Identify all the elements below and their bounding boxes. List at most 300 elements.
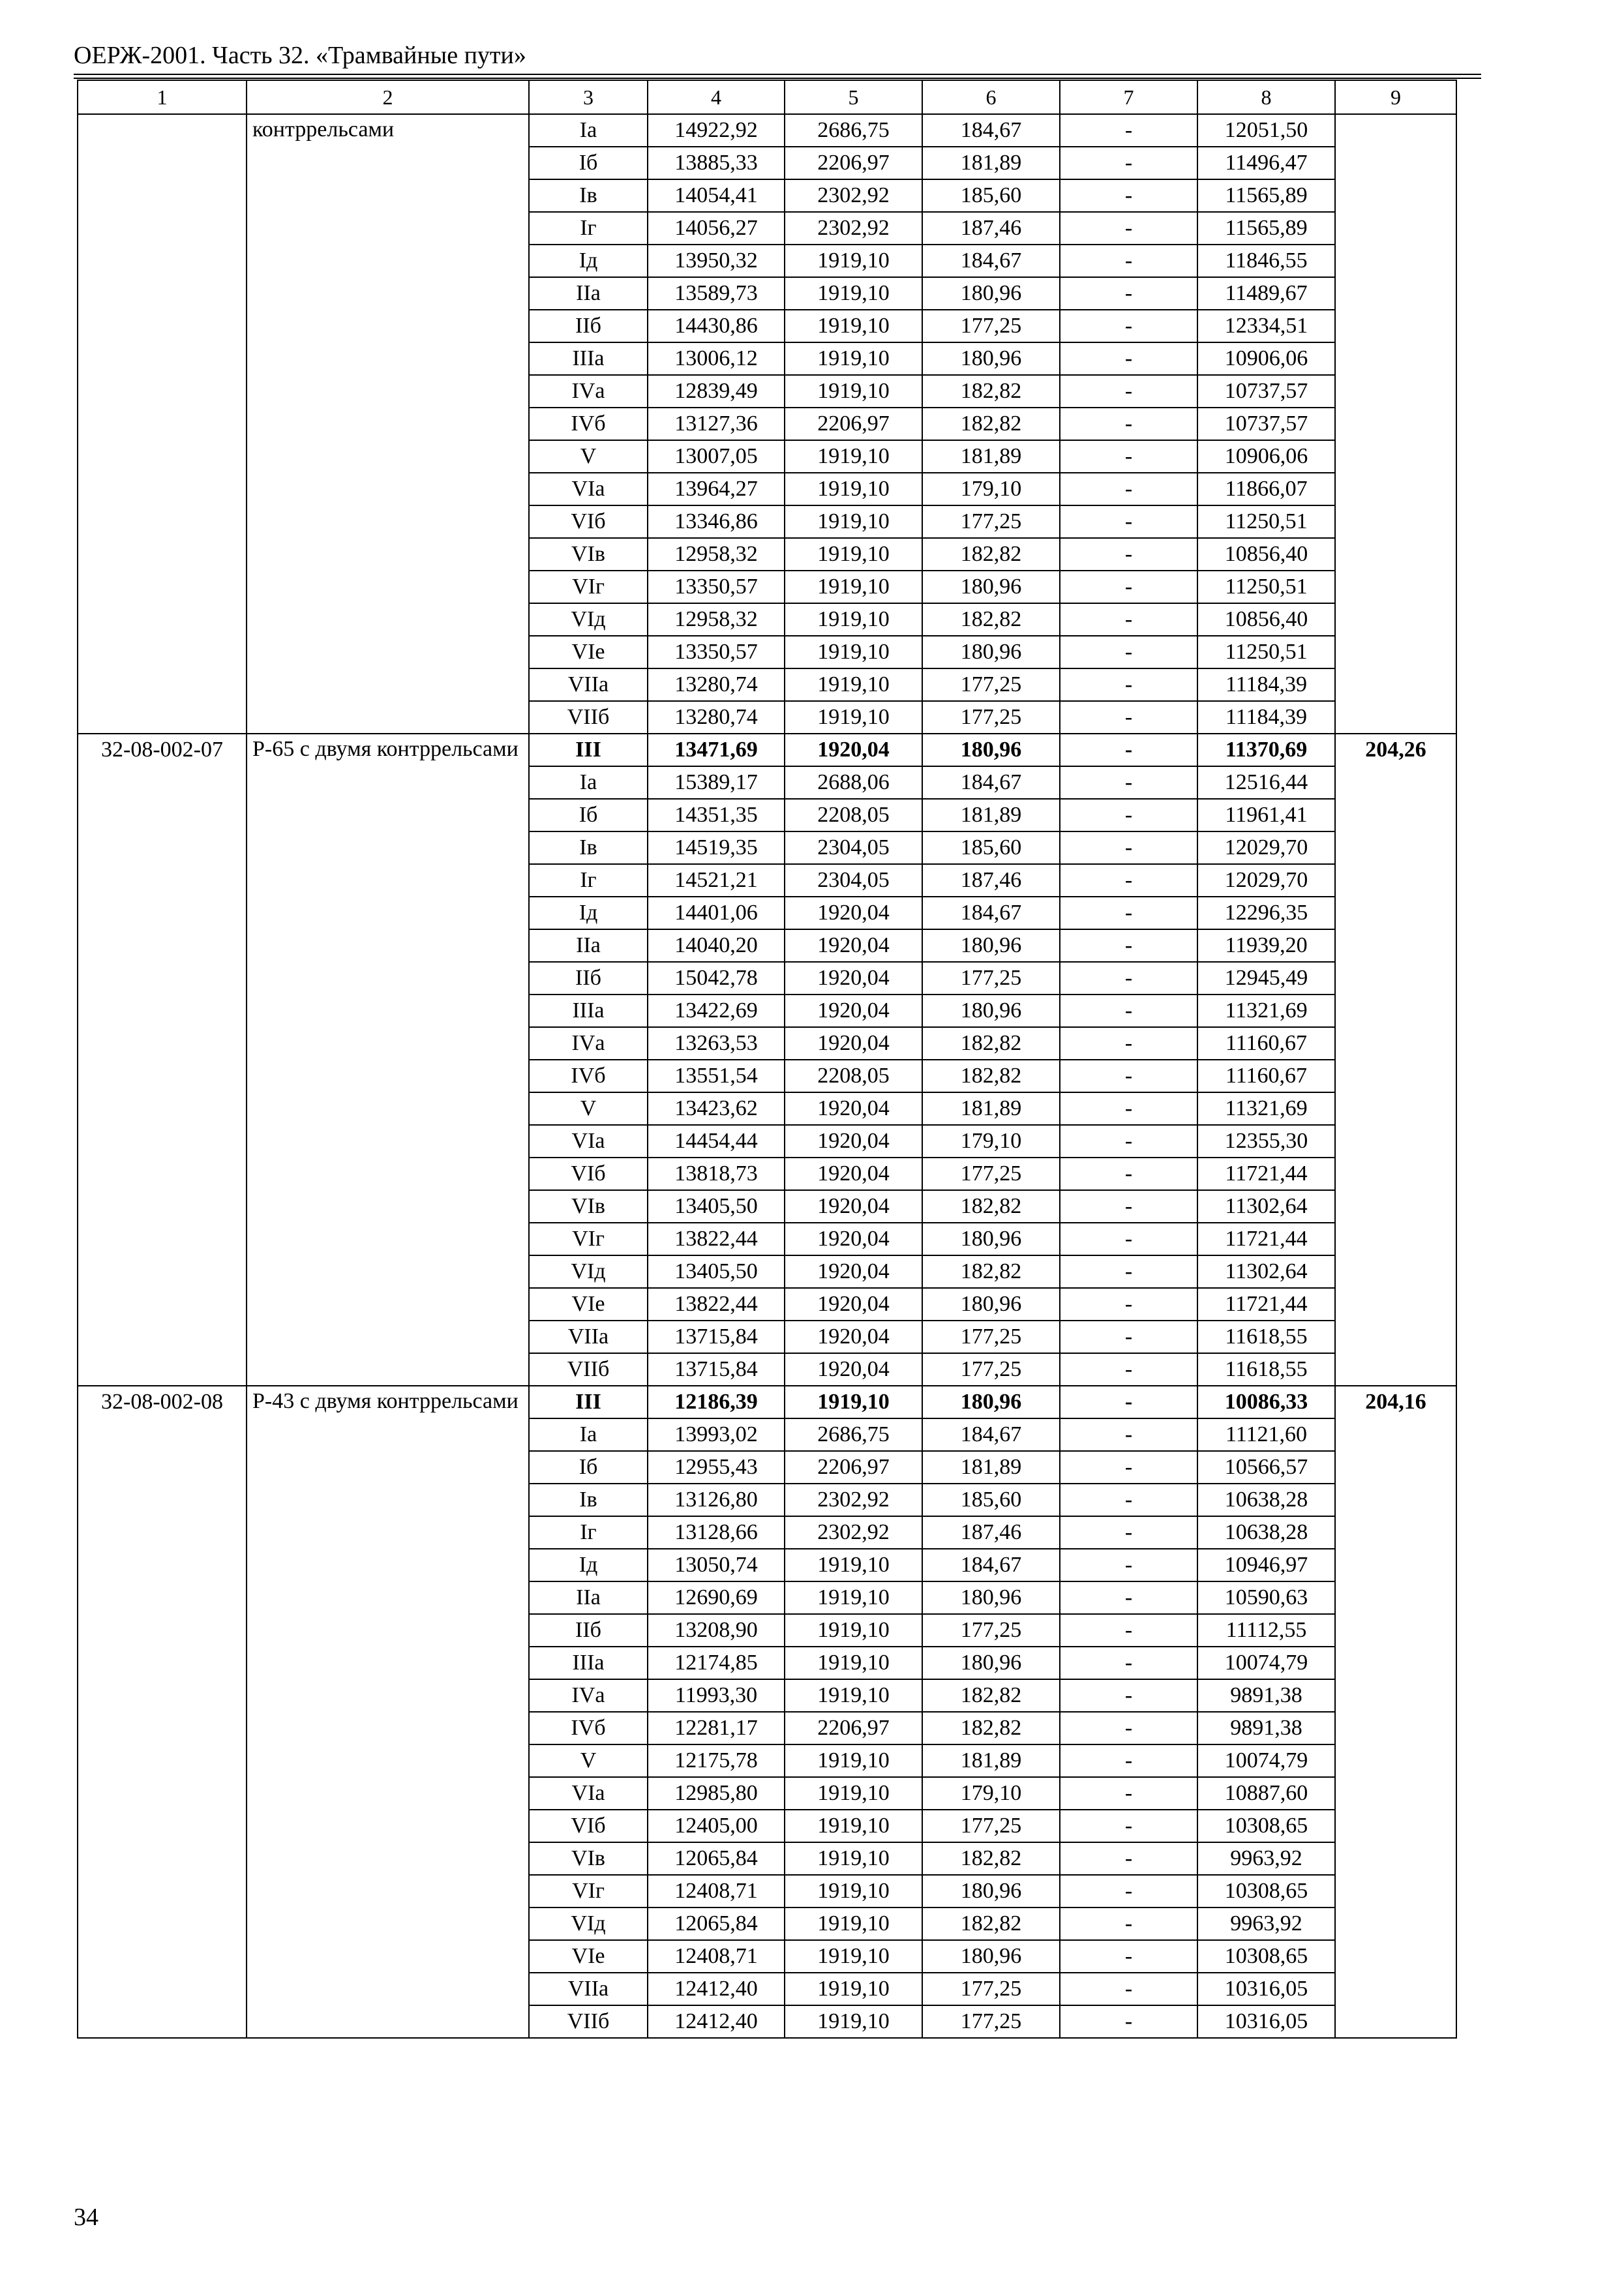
cell-col-5: 1920,04 — [785, 995, 922, 1027]
cell-col-3: Iб — [529, 147, 648, 179]
cell-col-5: 2206,97 — [785, 1451, 922, 1484]
cell-col-8: 9963,92 — [1197, 1908, 1335, 1940]
cell-col-3: Iд — [529, 897, 648, 929]
cell-col-6: 177,25 — [922, 1353, 1060, 1386]
cell-col-7: - — [1060, 1060, 1197, 1092]
cell-col-6: 180,96 — [922, 1288, 1060, 1321]
cell-col-7: - — [1060, 766, 1197, 799]
cell-col-3: III — [529, 734, 648, 766]
cell-col-3: Iд — [529, 1549, 648, 1581]
cell-col-5: 2688,06 — [785, 766, 922, 799]
cell-col-6: 177,25 — [922, 1158, 1060, 1190]
cell-col-8: 10887,60 — [1197, 1777, 1335, 1810]
cell-col-7: - — [1060, 1712, 1197, 1744]
cell-col-7: - — [1060, 1940, 1197, 1973]
cell-col-4: 13280,74 — [648, 668, 785, 701]
cell-col-3: VIIа — [529, 1973, 648, 2005]
cell-col-5: 2302,92 — [785, 212, 922, 245]
cell-col-7: - — [1060, 1647, 1197, 1679]
cell-col-4: 13350,57 — [648, 571, 785, 603]
cell-col-6: 182,82 — [922, 1908, 1060, 1940]
cell-col-5: 1919,10 — [785, 505, 922, 538]
cell-col-4: 13471,69 — [648, 734, 785, 766]
cell-col-6: 185,60 — [922, 831, 1060, 864]
cell-col-8: 10316,05 — [1197, 1973, 1335, 2005]
cell-col-4: 12174,85 — [648, 1647, 785, 1679]
cell-col-4: 13346,86 — [648, 505, 785, 538]
cell-col-5: 1920,04 — [785, 1255, 922, 1288]
cell-col-4: 13405,50 — [648, 1190, 785, 1223]
cell-col-5: 1919,10 — [785, 701, 922, 734]
cell-col-5: 1920,04 — [785, 734, 922, 766]
cell-col-6: 179,10 — [922, 473, 1060, 505]
cell-col-3: Iа — [529, 766, 648, 799]
cell-col-6: 184,67 — [922, 1418, 1060, 1451]
cell-col-6: 181,89 — [922, 1744, 1060, 1777]
rate-code: 32-08-002-07 — [78, 734, 247, 1386]
cell-col-7: - — [1060, 212, 1197, 245]
cell-col-6: 181,89 — [922, 1451, 1060, 1484]
cell-col-7: - — [1060, 147, 1197, 179]
cell-col-4: 14922,92 — [648, 114, 785, 147]
cell-col-7: - — [1060, 1158, 1197, 1190]
header-rule-bottom — [74, 78, 1481, 79]
cell-col-5: 1919,10 — [785, 668, 922, 701]
cell-col-5: 1920,04 — [785, 1158, 922, 1190]
cell-col-4: 13280,74 — [648, 701, 785, 734]
cell-col-4: 13885,33 — [648, 147, 785, 179]
cell-col-3: VIд — [529, 1908, 648, 1940]
cell-col-3: IVа — [529, 1679, 648, 1712]
cell-col-3: VIIа — [529, 1321, 648, 1353]
column-header-4: 4 — [648, 80, 785, 114]
cell-col-3: Iг — [529, 864, 648, 897]
cell-col-3: Iг — [529, 212, 648, 245]
table-body — [78, 114, 1456, 2038]
cell-col-7: - — [1060, 408, 1197, 440]
cell-col-4: 12405,00 — [648, 1810, 785, 1842]
cell-col-3: VIд — [529, 1255, 648, 1288]
cell-col-6: 182,82 — [922, 1255, 1060, 1288]
cell-col-8: 11721,44 — [1197, 1223, 1335, 1255]
rate-code: 32-08-002-08 — [78, 1386, 247, 2038]
cell-col-3: IIб — [529, 962, 648, 995]
cell-col-4: 13822,44 — [648, 1223, 785, 1255]
cell-col-4: 12065,84 — [648, 1908, 785, 1940]
cell-col-7: - — [1060, 342, 1197, 375]
cell-col-8: 12296,35 — [1197, 897, 1335, 929]
cell-col-6: 177,25 — [922, 701, 1060, 734]
cell-col-8: 10856,40 — [1197, 538, 1335, 571]
cell-col-4: 15042,78 — [648, 962, 785, 995]
cell-col-3: VIа — [529, 1125, 648, 1158]
cell-col-3: IIIа — [529, 342, 648, 375]
column-header-6: 6 — [922, 80, 1060, 114]
cell-col-8: 12334,51 — [1197, 310, 1335, 342]
cell-col-6: 177,25 — [922, 668, 1060, 701]
cell-col-3: Iа — [529, 114, 648, 147]
cell-col-3: Iб — [529, 799, 648, 831]
cell-col-7: - — [1060, 1418, 1197, 1451]
cell-col-4: 13715,84 — [648, 1321, 785, 1353]
cell-col-6: 180,96 — [922, 734, 1060, 766]
cell-col-8: 11961,41 — [1197, 799, 1335, 831]
cell-col-5: 2206,97 — [785, 1712, 922, 1744]
cell-col-5: 1919,10 — [785, 473, 922, 505]
cell-col-8: 11112,55 — [1197, 1614, 1335, 1647]
column-header-7: 7 — [1060, 80, 1197, 114]
cell-col-5: 1919,10 — [785, 1842, 922, 1875]
cell-col-5: 1919,10 — [785, 1744, 922, 1777]
cell-col-4: 12412,40 — [648, 1973, 785, 2005]
cell-col-3: IVб — [529, 1060, 648, 1092]
cell-col-4: 12186,39 — [648, 1386, 785, 1418]
cell-col-6: 181,89 — [922, 440, 1060, 473]
cell-col-8: 12051,50 — [1197, 114, 1335, 147]
cell-col-6: 182,82 — [922, 375, 1060, 408]
cell-col-8: 11496,47 — [1197, 147, 1335, 179]
cell-col-4: 13126,80 — [648, 1484, 785, 1516]
cell-col-7: - — [1060, 505, 1197, 538]
cell-col-8: 11939,20 — [1197, 929, 1335, 962]
cell-col-3: VIб — [529, 505, 648, 538]
cell-col-8: 12945,49 — [1197, 962, 1335, 995]
cell-col-5: 2304,05 — [785, 831, 922, 864]
cell-col-3: VIв — [529, 538, 648, 571]
cell-col-7: - — [1060, 1484, 1197, 1516]
cell-col-7: - — [1060, 375, 1197, 408]
cell-col-7: - — [1060, 1581, 1197, 1614]
cell-col-4: 13007,05 — [648, 440, 785, 473]
cell-col-3: IIб — [529, 1614, 648, 1647]
cell-col-5: 1919,10 — [785, 440, 922, 473]
cell-col-7: - — [1060, 1810, 1197, 1842]
cell-col-4: 13993,02 — [648, 1418, 785, 1451]
cell-col-3: VIе — [529, 1288, 648, 1321]
cell-col-5: 2302,92 — [785, 1516, 922, 1549]
cell-col-8: 11160,67 — [1197, 1027, 1335, 1060]
cell-col-3: III — [529, 1386, 648, 1418]
cell-col-6: 179,10 — [922, 1125, 1060, 1158]
cell-col-3: V — [529, 1744, 648, 1777]
cell-col-5: 1920,04 — [785, 962, 922, 995]
cell-col-5: 1919,10 — [785, 571, 922, 603]
cell-col-8: 11302,64 — [1197, 1255, 1335, 1288]
cell-col-4: 13422,69 — [648, 995, 785, 1027]
cell-col-3: VIе — [529, 636, 648, 668]
cell-col-8: 10638,28 — [1197, 1516, 1335, 1549]
cell-col-4: 12065,84 — [648, 1842, 785, 1875]
cell-col-8: 10074,79 — [1197, 1744, 1335, 1777]
cell-col-8: 11618,55 — [1197, 1353, 1335, 1386]
cell-col-3: VIб — [529, 1158, 648, 1190]
cell-col-5: 1920,04 — [785, 1125, 922, 1158]
cell-col-3: IVб — [529, 1712, 648, 1744]
cell-col-4: 13822,44 — [648, 1288, 785, 1321]
cell-col-4: 13423,62 — [648, 1092, 785, 1125]
column-header-3: 3 — [529, 80, 648, 114]
cell-col-8: 11321,69 — [1197, 995, 1335, 1027]
cell-col-7: - — [1060, 636, 1197, 668]
cell-col-5: 2208,05 — [785, 799, 922, 831]
cell-col-4: 12955,43 — [648, 1451, 785, 1484]
cell-col-6: 181,89 — [922, 147, 1060, 179]
rate-total: 204,16 — [1335, 1386, 1456, 2038]
cell-col-8: 11250,51 — [1197, 636, 1335, 668]
rates-table — [77, 80, 1457, 2039]
header-rule-top — [74, 74, 1481, 75]
cell-col-8: 11160,67 — [1197, 1060, 1335, 1092]
cell-col-3: VIг — [529, 1223, 648, 1255]
cell-col-3: Iг — [529, 1516, 648, 1549]
cell-col-7: - — [1060, 2005, 1197, 2038]
cell-col-8: 10590,63 — [1197, 1581, 1335, 1614]
cell-col-5: 2304,05 — [785, 864, 922, 897]
cell-col-6: 184,67 — [922, 245, 1060, 277]
cell-col-4: 13050,74 — [648, 1549, 785, 1581]
cell-col-6: 177,25 — [922, 505, 1060, 538]
cell-col-5: 1920,04 — [785, 1353, 922, 1386]
cell-col-8: 9891,38 — [1197, 1679, 1335, 1712]
cell-col-5: 1919,10 — [785, 1386, 922, 1418]
cell-col-4: 13128,66 — [648, 1516, 785, 1549]
cell-col-3: VIIб — [529, 2005, 648, 2038]
cell-col-7: - — [1060, 1386, 1197, 1418]
cell-col-8: 10737,57 — [1197, 375, 1335, 408]
cell-col-8: 9891,38 — [1197, 1712, 1335, 1744]
cell-col-8: 10737,57 — [1197, 408, 1335, 440]
cell-col-8: 11866,07 — [1197, 473, 1335, 505]
cell-col-4: 14430,86 — [648, 310, 785, 342]
cell-col-6: 177,25 — [922, 1321, 1060, 1353]
cell-col-4: 13715,84 — [648, 1353, 785, 1386]
cell-col-4: 12408,71 — [648, 1875, 785, 1908]
cell-col-3: Iв — [529, 831, 648, 864]
cell-col-3: VIIб — [529, 701, 648, 734]
cell-col-4: 13950,32 — [648, 245, 785, 277]
cell-col-5: 1919,10 — [785, 603, 922, 636]
cell-col-7: - — [1060, 897, 1197, 929]
cell-col-7: - — [1060, 1255, 1197, 1288]
cell-col-6: 184,67 — [922, 766, 1060, 799]
cell-col-5: 1919,10 — [785, 1614, 922, 1647]
cell-col-3: VIб — [529, 1810, 648, 1842]
cell-col-3: IVб — [529, 408, 648, 440]
cell-col-7: - — [1060, 473, 1197, 505]
cell-col-5: 1919,10 — [785, 1581, 922, 1614]
cell-col-3: IIIа — [529, 1647, 648, 1679]
cell-col-3: VIв — [529, 1842, 648, 1875]
cell-col-5: 2302,92 — [785, 1484, 922, 1516]
cell-col-4: 12958,32 — [648, 538, 785, 571]
cell-col-8: 12029,70 — [1197, 864, 1335, 897]
cell-col-6: 182,82 — [922, 538, 1060, 571]
rate-code — [78, 114, 247, 734]
page-header-title: ОЕРЖ-2001. Часть 32. «Трамвайные пути» — [74, 42, 526, 69]
cell-col-6: 182,82 — [922, 1060, 1060, 1092]
cell-col-4: 14054,41 — [648, 179, 785, 212]
cell-col-7: - — [1060, 538, 1197, 571]
cell-col-8: 11184,39 — [1197, 668, 1335, 701]
cell-col-8: 9963,92 — [1197, 1842, 1335, 1875]
cell-col-4: 15389,17 — [648, 766, 785, 799]
table-row — [78, 734, 1456, 766]
cell-col-5: 1919,10 — [785, 2005, 922, 2038]
cell-col-7: - — [1060, 1288, 1197, 1321]
cell-col-6: 181,89 — [922, 799, 1060, 831]
cell-col-5: 1919,10 — [785, 1549, 922, 1581]
cell-col-4: 14519,35 — [648, 831, 785, 864]
cell-col-8: 11121,60 — [1197, 1418, 1335, 1451]
cell-col-5: 1920,04 — [785, 1288, 922, 1321]
cell-col-4: 12839,49 — [648, 375, 785, 408]
cell-col-8: 10638,28 — [1197, 1484, 1335, 1516]
cell-col-5: 2686,75 — [785, 114, 922, 147]
cell-col-4: 12281,17 — [648, 1712, 785, 1744]
cell-col-5: 2206,97 — [785, 408, 922, 440]
cell-col-8: 11250,51 — [1197, 505, 1335, 538]
cell-col-6: 180,96 — [922, 1386, 1060, 1418]
cell-col-8: 12355,30 — [1197, 1125, 1335, 1158]
cell-col-6: 187,46 — [922, 212, 1060, 245]
cell-col-7: - — [1060, 114, 1197, 147]
cell-col-3: VIа — [529, 473, 648, 505]
cell-col-6: 180,96 — [922, 929, 1060, 962]
cell-col-8: 12029,70 — [1197, 831, 1335, 864]
cell-col-7: - — [1060, 1614, 1197, 1647]
cell-col-5: 1919,10 — [785, 1777, 922, 1810]
cell-col-4: 13208,90 — [648, 1614, 785, 1647]
cell-col-3: Iд — [529, 245, 648, 277]
cell-col-5: 1920,04 — [785, 1092, 922, 1125]
cell-col-7: - — [1060, 440, 1197, 473]
cell-col-5: 1919,10 — [785, 342, 922, 375]
cell-col-4: 13263,53 — [648, 1027, 785, 1060]
cell-col-4: 14454,44 — [648, 1125, 785, 1158]
cell-col-3: Iв — [529, 179, 648, 212]
cell-col-6: 177,25 — [922, 1614, 1060, 1647]
cell-col-8: 11250,51 — [1197, 571, 1335, 603]
cell-col-4: 11993,30 — [648, 1679, 785, 1712]
cell-col-8: 10086,33 — [1197, 1386, 1335, 1418]
cell-col-7: - — [1060, 1744, 1197, 1777]
cell-col-3: VIIб — [529, 1353, 648, 1386]
cell-col-5: 1920,04 — [785, 897, 922, 929]
cell-col-5: 1919,10 — [785, 538, 922, 571]
cell-col-7: - — [1060, 1223, 1197, 1255]
cell-col-7: - — [1060, 1092, 1197, 1125]
cell-col-3: IVа — [529, 1027, 648, 1060]
cell-col-7: - — [1060, 995, 1197, 1027]
cell-col-7: - — [1060, 1125, 1197, 1158]
cell-col-6: 181,89 — [922, 1092, 1060, 1125]
cell-col-8: 11489,67 — [1197, 277, 1335, 310]
cell-col-7: - — [1060, 1516, 1197, 1549]
cell-col-8: 10906,06 — [1197, 440, 1335, 473]
cell-col-3: IIIа — [529, 995, 648, 1027]
cell-col-3: VIе — [529, 1940, 648, 1973]
cell-col-5: 1919,10 — [785, 1908, 922, 1940]
cell-col-8: 10566,57 — [1197, 1451, 1335, 1484]
cell-col-7: - — [1060, 245, 1197, 277]
cell-col-5: 1919,10 — [785, 1875, 922, 1908]
cell-col-6: 180,96 — [922, 995, 1060, 1027]
column-header-5: 5 — [785, 80, 922, 114]
cell-col-5: 2208,05 — [785, 1060, 922, 1092]
cell-col-6: 182,82 — [922, 1027, 1060, 1060]
cell-col-7: - — [1060, 1777, 1197, 1810]
cell-col-3: Iб — [529, 1451, 648, 1484]
cell-col-4: 13589,73 — [648, 277, 785, 310]
rate-name: Р-43 с двумя контррельсами — [247, 1386, 529, 2038]
cell-col-6: 182,82 — [922, 1679, 1060, 1712]
cell-col-6: 182,82 — [922, 603, 1060, 636]
cell-col-7: - — [1060, 1321, 1197, 1353]
cell-col-5: 1919,10 — [785, 277, 922, 310]
cell-col-7: - — [1060, 1973, 1197, 2005]
cell-col-6: 179,10 — [922, 1777, 1060, 1810]
cell-col-6: 185,60 — [922, 1484, 1060, 1516]
cell-col-5: 1920,04 — [785, 1321, 922, 1353]
cell-col-8: 11721,44 — [1197, 1288, 1335, 1321]
cell-col-6: 180,96 — [922, 1940, 1060, 1973]
cell-col-3: V — [529, 1092, 648, 1125]
cell-col-4: 13350,57 — [648, 636, 785, 668]
cell-col-6: 180,96 — [922, 1223, 1060, 1255]
cell-col-8: 10308,65 — [1197, 1940, 1335, 1973]
cell-col-8: 11184,39 — [1197, 701, 1335, 734]
cell-col-6: 187,46 — [922, 1516, 1060, 1549]
cell-col-8: 12516,44 — [1197, 766, 1335, 799]
cell-col-5: 1919,10 — [785, 375, 922, 408]
cell-col-3: V — [529, 440, 648, 473]
cell-col-8: 10316,05 — [1197, 2005, 1335, 2038]
cell-col-6: 180,96 — [922, 277, 1060, 310]
cell-col-3: VIа — [529, 1777, 648, 1810]
cell-col-7: - — [1060, 179, 1197, 212]
cell-col-5: 1919,10 — [785, 1647, 922, 1679]
cell-col-5: 1920,04 — [785, 1223, 922, 1255]
cell-col-4: 12690,69 — [648, 1581, 785, 1614]
cell-col-7: - — [1060, 1908, 1197, 1940]
cell-col-7: - — [1060, 310, 1197, 342]
cell-col-7: - — [1060, 929, 1197, 962]
cell-col-5: 1920,04 — [785, 1190, 922, 1223]
cell-col-8: 11721,44 — [1197, 1158, 1335, 1190]
cell-col-5: 1919,10 — [785, 636, 922, 668]
cell-col-7: - — [1060, 734, 1197, 766]
cell-col-3: VIг — [529, 1875, 648, 1908]
cell-col-6: 182,82 — [922, 1712, 1060, 1744]
cell-col-4: 12412,40 — [648, 2005, 785, 2038]
cell-col-4: 13006,12 — [648, 342, 785, 375]
cell-col-8: 11321,69 — [1197, 1092, 1335, 1125]
cell-col-4: 13964,27 — [648, 473, 785, 505]
cell-col-8: 11565,89 — [1197, 179, 1335, 212]
cell-col-7: - — [1060, 603, 1197, 636]
cell-col-6: 180,96 — [922, 1647, 1060, 1679]
cell-col-5: 2686,75 — [785, 1418, 922, 1451]
cell-col-6: 182,82 — [922, 1842, 1060, 1875]
cell-col-6: 180,96 — [922, 636, 1060, 668]
cell-col-5: 1920,04 — [785, 929, 922, 962]
cell-col-4: 13127,36 — [648, 408, 785, 440]
cell-col-7: - — [1060, 1353, 1197, 1386]
table-header-row — [78, 80, 1456, 114]
cell-col-7: - — [1060, 1190, 1197, 1223]
cell-col-8: 10856,40 — [1197, 603, 1335, 636]
rate-name: Р-65 с двумя контррельсами — [247, 734, 529, 1386]
